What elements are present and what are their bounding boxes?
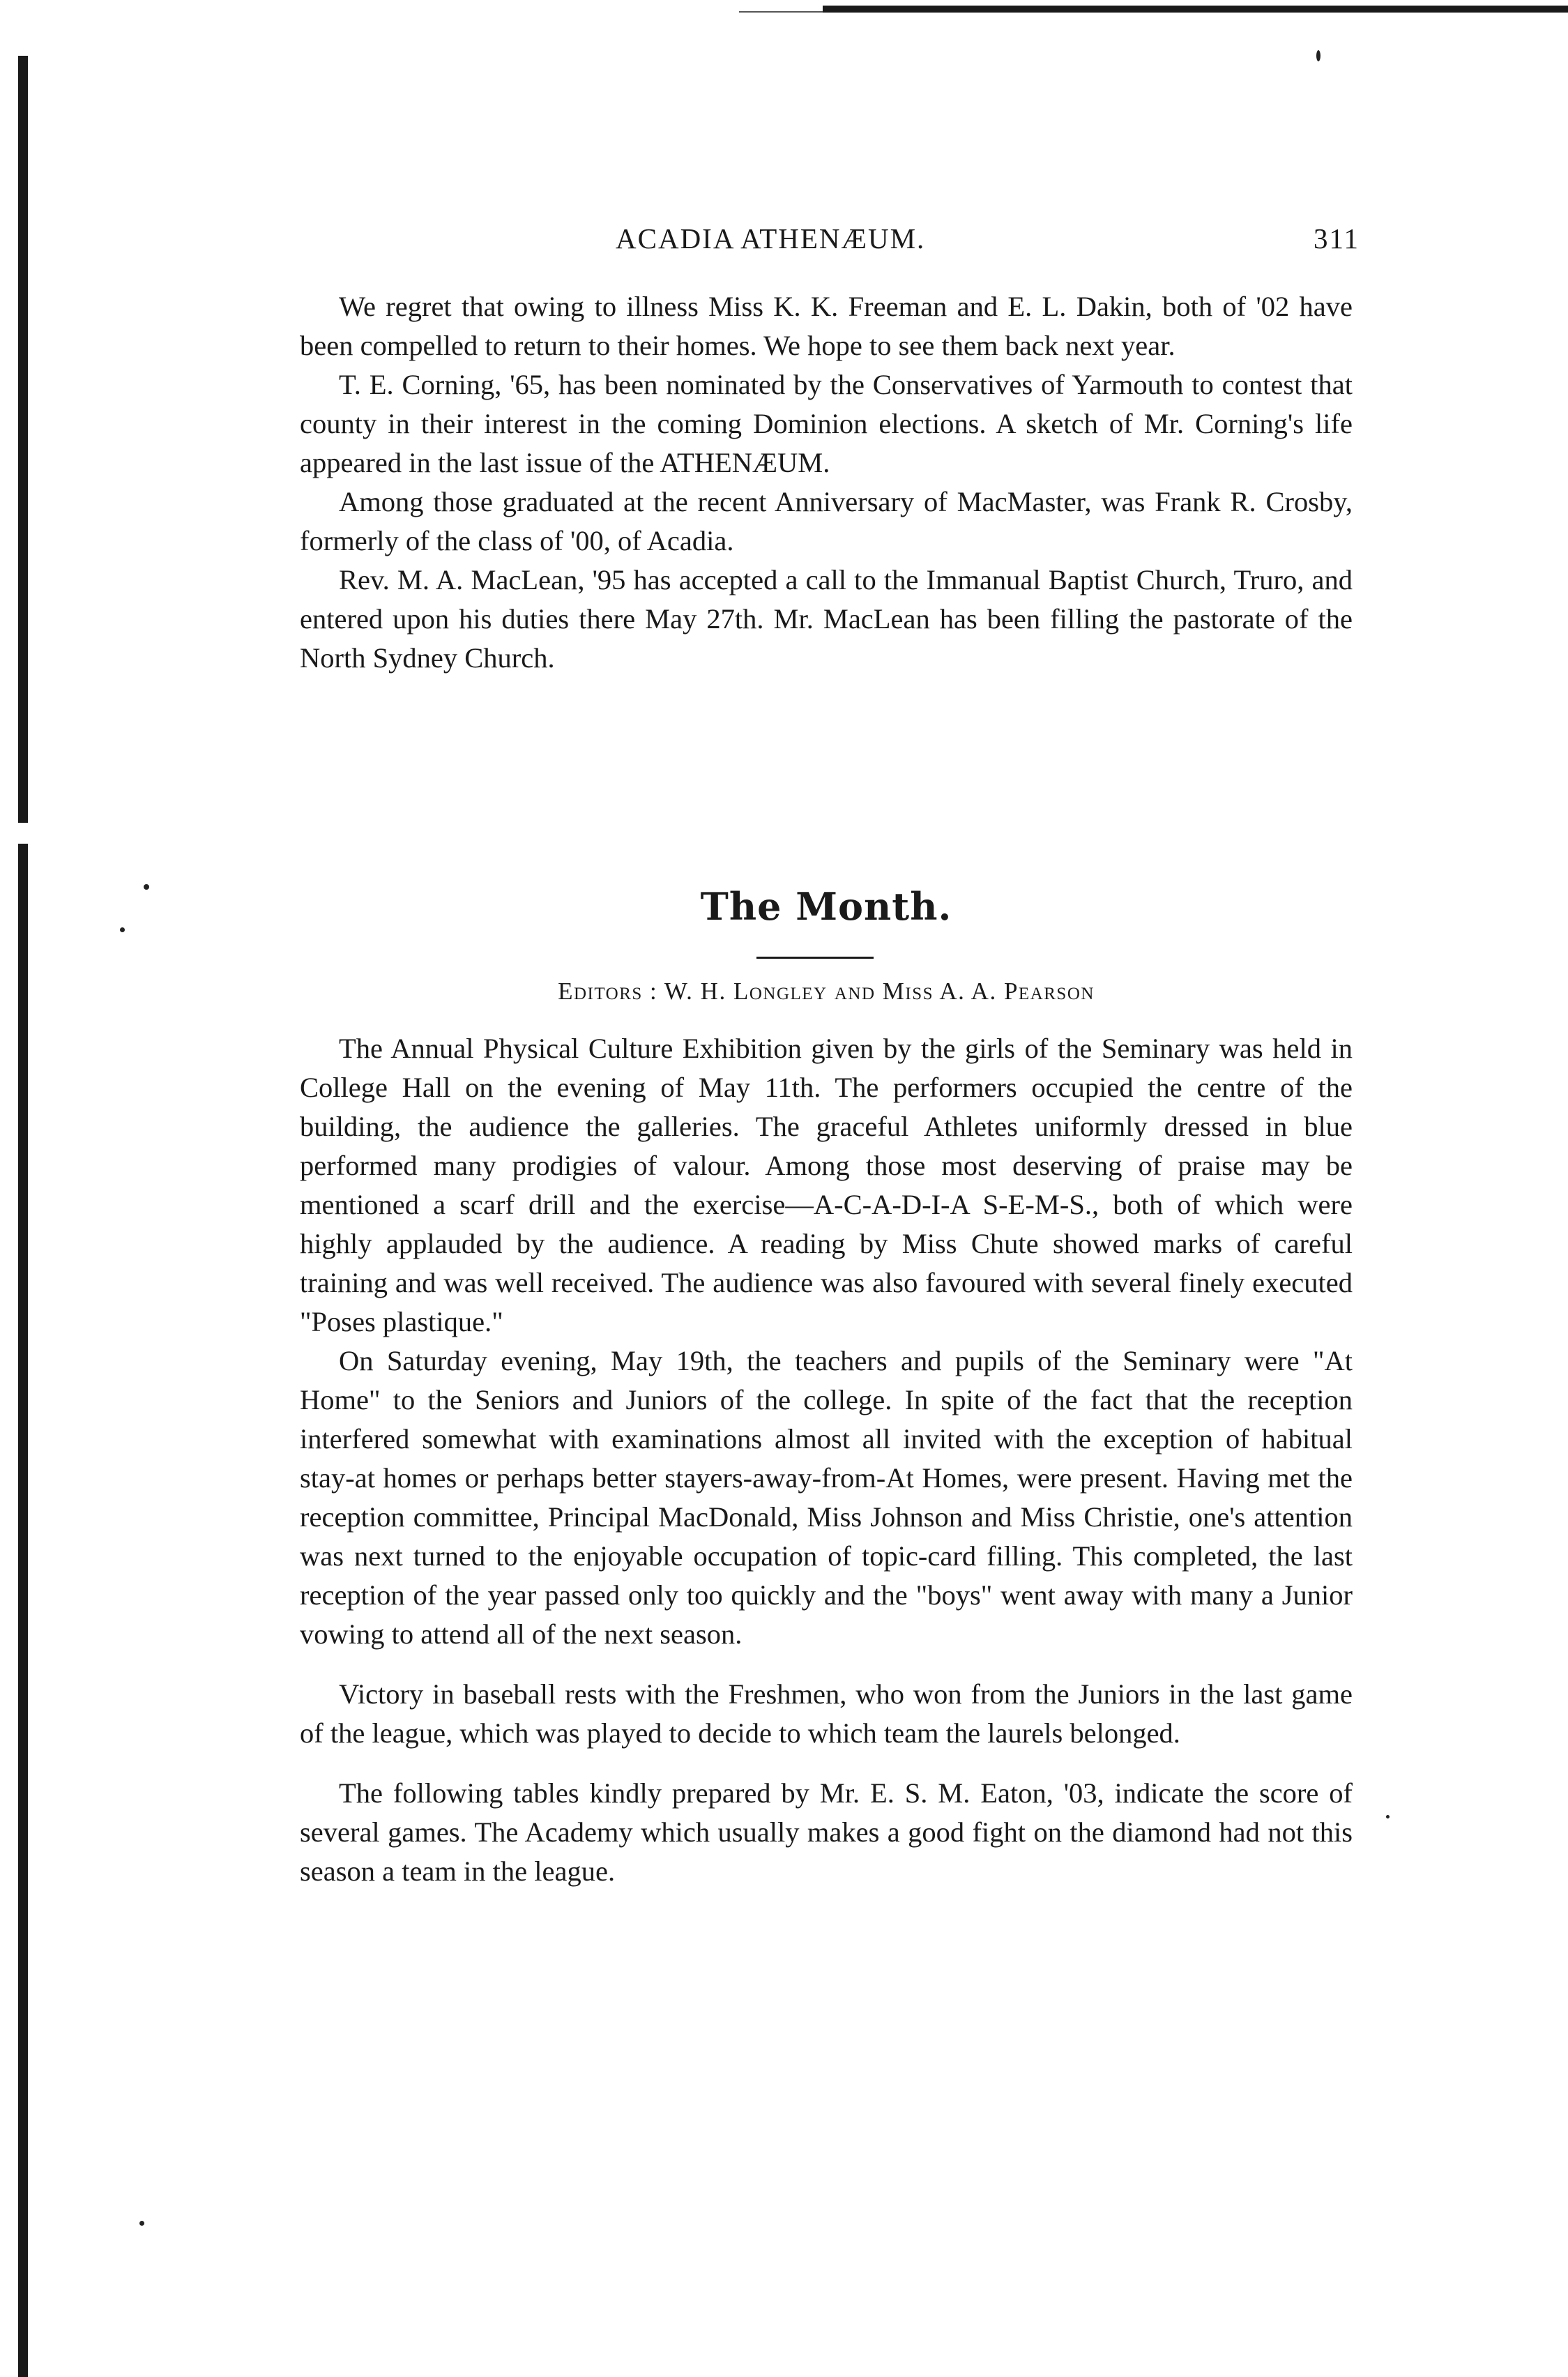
scan-speck: [1316, 50, 1320, 61]
paragraph-illness: We regret that owing to illness Miss K. K. Freeman and E. L. Dakin, both of '02 have been compelled to return to their homes. We hope to see them back next year.: [300, 291, 1353, 361]
paragraph-maclean: Rev. M. A. MacLean, '95 has accepted a call to the Immanual Baptist Church, Truro, and entered upon his duties there May 27th. Mr. MacLean has been filling the pastorate of the North Sydney Church.: [300, 564, 1353, 674]
paragraph-baseball: Victory in baseball rests with the Freshmen, who won from the Juniors in the last game of the league, which was played to decide to which team the laurels belonged.: [300, 1678, 1353, 1749]
scan-artifact-left-border: [18, 56, 28, 2377]
scan-artifact-thin-line: [739, 11, 837, 13]
scan-speck: [139, 2221, 144, 2226]
month-section: [300, 1029, 1353, 1891]
scan-speck: [144, 884, 149, 890]
scan-artifact-top-rule: [823, 6, 1568, 13]
scan-speck: [120, 927, 125, 932]
paragraph-tables: The following tables kindly prepared by Mr. E. S. M. Eaton, '03, indicate the score of several games. The Academy which usually makes a good fight on the diamond had not this season a team in the league.: [300, 1777, 1353, 1887]
paragraph-physical-culture: The Annual Physical Culture Exhibition given by the girls of the Seminary was held in College Hall on the evening of May 11th. The performers occupied the centre of the building, the audience the galleries. The graceful Athletes uniformly dressed in blue performed many prodigies of valour. Among those most deserving of praise may be mentioned a scarf drill and the exercise—A-C-A-D-I-A S-E-M-S., both of which were highly applauded by the audience. A reading by Miss Chute showed marks of careful training and was well received. The audience was also favoured with several finely executed "Poses plastique.": [300, 1033, 1353, 1337]
section-divider: [756, 957, 874, 959]
page-header: [300, 222, 1360, 264]
paragraph-crosby: Among those graduated at the recent Anniversary of MacMaster, was Frank R. Crosby, formerly of the class of '00, of Acadia.: [300, 486, 1353, 556]
running-title: ACADIA ATHENÆUM.: [616, 222, 926, 255]
paragraph-corning: T. E. Corning, '65, has been nominated by the Conservatives of Yarmouth to contest that county in their interest in the coming Dominion elections. A sketch of Mr. Corning's life appeared in the last issue of the ATHENÆUM.: [300, 369, 1353, 478]
scan-speck: [1386, 1815, 1390, 1818]
scan-artifact-left-gap: [18, 823, 28, 844]
paragraph-at-home: On Saturday evening, May 19th, the teachers and pupils of the Seminary were "At Home" to the Seniors and Juniors of the college. In spite of the fact that the reception interfered somewhat with examinations almost all invited with the exception of habitual stay-at homes or perhaps better stayers-away-from-At Homes, were present. Having met the reception committee, Principal MacDonald, Miss Johnson and Miss Christie, one's attention was next turned to the enjoyable occupation of topic-card filling. This completed, the last reception of the year passed only too quickly and the "boys" went away with many a Junior vowing to attend all of the next season.: [300, 1345, 1353, 1650]
page-number: 311: [1314, 222, 1360, 255]
section-title: The Month.: [700, 884, 952, 929]
editors-line: Editors : W. H. Longley and Miss A. A. Pearson: [558, 978, 1095, 1005]
personals-section: [300, 287, 1353, 678]
